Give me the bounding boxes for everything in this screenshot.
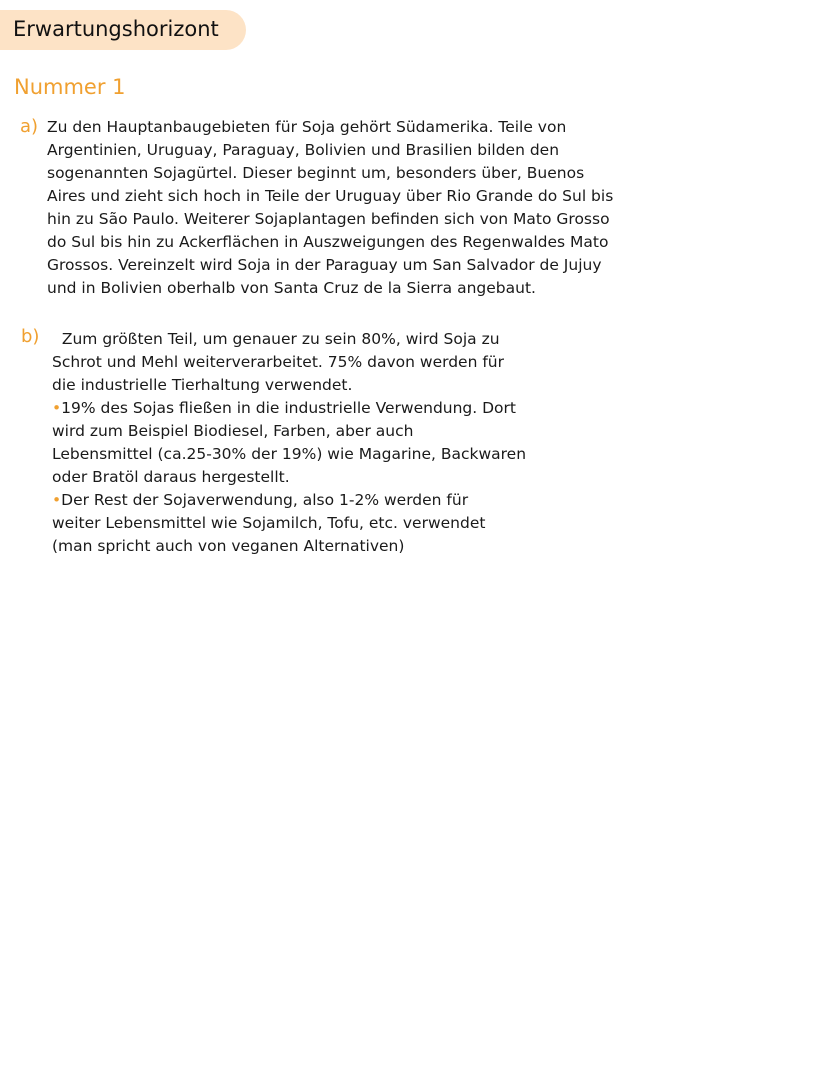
- part-b-line: wird zum Beispiel Biodiesel, Farben, aber auch: [52, 422, 414, 440]
- part-b-line: (man spricht auch von veganen Alternativen): [52, 537, 405, 555]
- part-b-line: weiter Lebensmittel wie Sojamilch, Tofu, etc. verwendet: [52, 514, 486, 532]
- part-a-line: und in Bolivien oberhalb von Santa Cruz de la Sierra angebaut.: [47, 279, 536, 297]
- part-b-line: Zum größten Teil, um genauer zu sein 80%, wird Soja zu: [52, 330, 500, 348]
- part-b-line: die industrielle Tierhaltung verwendet.: [52, 376, 353, 394]
- part-b-line: Schrot und Mehl weiterverarbeitet. 75% davon werden für: [52, 353, 504, 371]
- part-a-line: Argentinien, Uruguay, Paraguay, Bolivien und Brasilien bilden den: [47, 141, 560, 159]
- part-b-bullet-text: 19% des Sojas fließen in die industrielle Verwendung. Dort: [61, 399, 516, 417]
- part-b-bullet-text: Der Rest der Sojaverwendung, also 1-2% werden für: [61, 491, 469, 509]
- bullet-dot-icon: •: [52, 399, 62, 417]
- part-b-bullet-item: [52, 397, 572, 420]
- part-a-line: do Sul bis hin zu Ackerflächen in Auszweigungen des Regenwaldes Mato: [47, 233, 609, 251]
- part-a-line: Grossos. Vereinzelt wird Soja in der Paraguay um San Salvador de Jujuy: [47, 256, 602, 274]
- part-a-paragraph: [47, 116, 667, 300]
- part-b-line: Lebensmittel (ca.25-30% der 19%) wie Magarine, Backwaren: [52, 445, 527, 463]
- bullet-dot-icon: •: [52, 491, 62, 509]
- section-title: Nummer 1: [14, 75, 126, 99]
- part-a-marker: a): [20, 116, 39, 137]
- part-b-marker: b): [21, 326, 40, 347]
- part-b-line: oder Bratöl daraus hergestellt.: [52, 468, 290, 486]
- part-a-line: sogenannten Sojagürtel. Dieser beginnt um, besonders über, Buenos: [47, 164, 585, 182]
- part-a-line: Zu den Hauptanbaugebieten für Soja gehört Südamerika. Teile von: [47, 118, 567, 136]
- header-title: Erwartungshorizont: [13, 17, 219, 41]
- part-b-bullet-item: [52, 489, 572, 512]
- header-banner: [0, 10, 246, 50]
- part-a-line: Aires und zieht sich hoch in Teile der Uruguay über Rio Grande do Sul bis: [47, 187, 614, 205]
- part-b-paragraph: [52, 328, 572, 558]
- part-a-line: hin zu São Paulo. Weiterer Sojaplantagen befinden sich von Mato Grosso: [47, 210, 610, 228]
